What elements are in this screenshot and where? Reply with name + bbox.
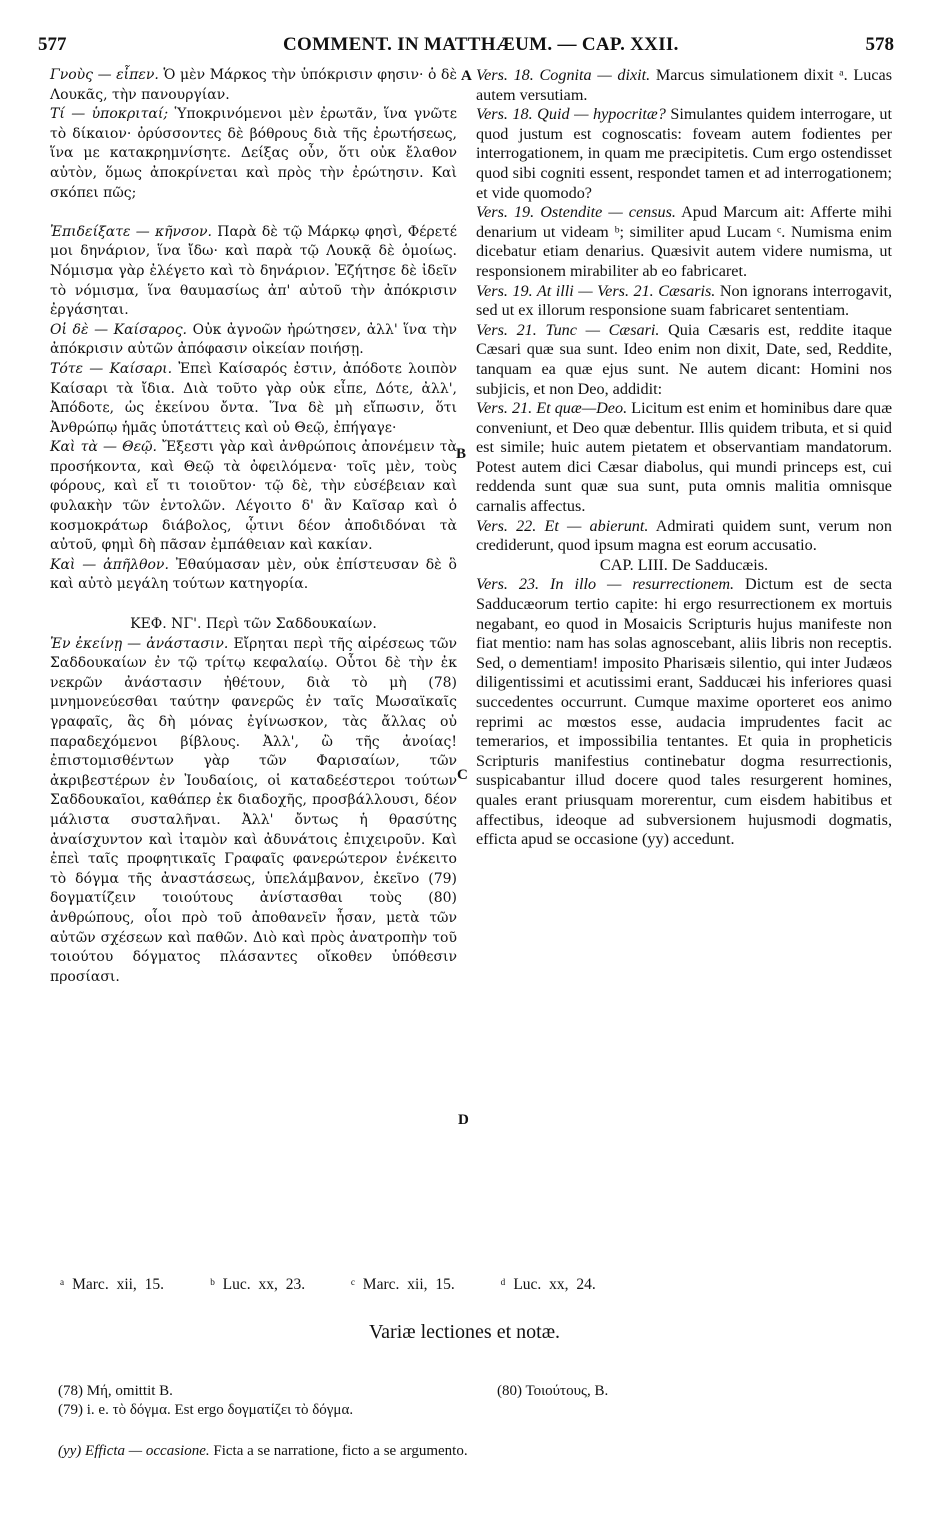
latin-text: Dictum est de secta Sadducæorum tertio capite: hi ergo resurrectionem ex mortuis negabant, eo quod in Mosaicis Scripturis hujus manifeste non fiat mentio: nam has solas agnoscebant, aliis libris non receptis. Sed, o dementiam! imposito Pharisæis silentio, qui inter Judæos diligentissimi et acutissimi erant, Sadducæi his inferiores quasi succedentes occurrunt. Cumque maxime oporteret eos animo reprimi ac mœstos esse, audacia imprudentes facit ac temerarios, et impossibilia tentantes. Et quia in propheticis Scripturis manifestius continebatur dogma resurrectionis, suspicabantur illud docere quod tales resurgerent homines, quales erant priusquam morerentur, cum eisdem habitibus et affectibus, ideoque ad subversionem hujusmodi dogmatis, efficta apud se occasione (yy) accedunt. — [476, 575, 893, 849]
greek-lemma: Ἐπιδείξατε — κῆνσον. — [50, 223, 212, 240]
greek-lemma: Καὶ τὰ — Θεῷ. — [50, 439, 157, 456]
latin-text: Admirati quidem sunt, verum non crediderunt, quod ipsum magna est eorum accusatio. — [476, 516, 892, 555]
section-marker-c: C — [457, 767, 468, 783]
latin-text: Non ignorans interrogavit, sed ut ex illorum responsione suam fabricaret sententiam. — [476, 281, 893, 320]
greek-text: Ὁ μὲν Μάρκος τὴν ὑπόκρισιν φησιν· ὁ δὲ Λουκᾶς, τὴν πανουργίαν. — [50, 67, 458, 103]
greek-chapter-heading: ΚΕΦ. ΝΓ'. Περὶ τῶν Σαδδουκαίων. — [130, 616, 377, 633]
latin-text: Apud Marcum ait: Afferte mihi denarium ut videam ᵇ; similiter apud Lucam ᶜ. Numisma enim dicebatur etiam denarius. Quæsivit autem videre numisma, ut responsionem mirabiliter ab eo fabricaret. — [476, 203, 892, 280]
greek-paragraph — [50, 556, 457, 595]
latin-paragraph — [476, 203, 892, 281]
running-header — [38, 34, 894, 62]
latin-text: Licitum est enim et hominibus dare quæ conveniunt, et Deo quæ debentur. Illis quidem tributa, et si quid est simile; huic autem pietatem et observantiam mandatorum. Potest autem dici Cæsar diabolus, qui mundi princeps est, cui reddenda sunt quæ sua sunt, puta omnis malitia omnisque carnalis affectus. — [476, 399, 893, 516]
greek-text: Ὑποκρινόμενοι μὲν ἐρωτᾶν, ἵνα γνῶτε τὸ δίκαιον· ὀρύσσοντες δὲ βόθρους διὰ τῆς ἐρωτήσεως, ἵνα με κατακρημνίσητε. Δείξας οὖν, ὅτι οὐκ ἔλαθον αὐτὸν, ὅμως ἀποκρίνεται καὶ πρὸς τὴν ἐρώτησιν. Καὶ σκόπει πῶς; — [50, 106, 457, 201]
latin-paragraph — [476, 105, 892, 203]
latin-lemma: Vers. 18. Quid — hypocritæ? — [476, 105, 666, 124]
note-78: (78) Μή, omittit B. — [58, 1383, 173, 1399]
latin-column — [476, 66, 892, 850]
greek-paragraph — [50, 105, 457, 203]
latin-paragraph — [476, 66, 892, 105]
latin-text: Simulantes quidem interrogare, ut quod justum est cognoscatis: foveam autem fodientes per interrogationem, in quam me præcipitetis. Cum ergo ostendisset quod sibi cogniti essent, respondet tamen et ad interrogationem; et vide quomodo? — [476, 105, 892, 202]
greek-text: Εἴρηται περὶ τῆς αἱρέσεως τῶν Σαδδουκαίων ἐν τῷ τρίτῳ κεφαλαίῳ. Οὗτοι δὲ τὴν ἐκ νεκρῶν ἀνάστασιν ἠθέτουν, διὰ τὸ μὴ (78) μνημονεύεσθαι ταύτην φανερῶς ἐν ταῖς Μωσαϊκαῖς γραφαῖς, ἃς δὴ μόνας ἐγίνωσκον, τὰς ἄλλας οὐ παραδεχόμενοι βίβλους. Ἀλλ', ὢ τῆς ἀνοίας! ἐπιστομισθέντων γὰρ τῶν Φαρισαίων, τῶν ἀκριβεστέρων ἐν Ἰουδαίοις, οἱ καταδεέστεροι τούτων Σαδδουκαῖοι, καθάπερ ἐκ διαδοχῆς, προσβάλλουσι, δέον μάλιστα συσταλῆναι. Ἀλλ' ὄντως ἡ θρασύτης ἀναίσχυντον καὶ ἰταμὸν καὶ ἀδυνάτοις ἐπιχειροῦν. Καὶ ἐπεὶ ταῖς προφητικαῖς Γραφαῖς φανερώτερον ἐνέκειτο τὸ δόγμα τῆς ἀναστάσεως, ὑπελάμβανον, ἐκεῖνο (79) δογματίζειν τοιούτους ἀνίστασθαι τοὺς (80) ἀνθρώπους, οἷοι πρὸ τοῦ ἀποθανεῖν ἦσαν, μετὰ τῶν αὐτῶν σχέσεων καὶ παθῶν. Διὸ καὶ πρὸς ἀνατροπὴν τοῦ τοιούτου δόγματος πλάσαντες οἴκοθεν ὑπόθεσιν προσίασι. — [50, 635, 457, 985]
greek-text: Ἔξεστι γὰρ καὶ ἀνθρώποις ἀπονέμειν τὰ προσήκοντα, καὶ Θεῷ τὰ ὀφειλόμενα· τοῖς μὲν, τοὺς φόρους, καὶ εἴ τι τοιοῦτον· τῷ δὲ, τὴν εὐσέβειαν καὶ φυλακὴν τῶν ἐντολῶν. Λέγοιτο δ' ἂν Καῖσαρ καὶ ὁ κοσμοκράτωρ διάβολος, ᾧτινι δέον ἀποδιδόναι τὰ αὐτοῦ, φημὶ δὴ πᾶσαν ἐμπάθειαν καὶ κακίαν. — [50, 439, 457, 554]
running-title: COMMENT. IN MATTHÆUM. — CAP. XXII. — [283, 34, 679, 55]
greek-paragraph — [50, 321, 457, 360]
latin-lemma: Vers. 21. Et quæ—Deo. — [476, 399, 628, 418]
note-yy-text: Ficta a se narratione, ficto a se argumento. — [209, 1443, 468, 1459]
note-80: (80) Τοιούτους, B. — [497, 1383, 609, 1399]
latin-lemma: Vers. 18. Cognita — dixit. — [476, 66, 651, 84]
latin-text: Quia Cæsaris est, reddite itaque Cæsari quæ sua sunt. Ideo enim non dixit, Date, sed, Reddite, tanquam ea quæ ejus sunt. Ne autem dicant: Homini nos subjicis, et non Deo, addidit: — [476, 320, 892, 398]
latin-lemma: Vers. 19. At illi — Vers. 21. Cæsaris. — [476, 281, 716, 300]
greek-lemma: Οἱ δὲ — Καίσαρος. — [50, 321, 188, 338]
greek-text: Παρὰ δὲ τῷ Μάρκῳ φησὶ, Φέρετέ μοι δηνάριον, ἵνα ἴδω· καὶ παρὰ τῷ Λουκᾷ δὲ ὁμοίως. Νόμισμα γὰρ ἐλέγετο καὶ τὸ δηνάριον. Ἐζήτησε δὲ ἰδεῖν τὸ νόμισμα, ἵνα θαυμασίως ἀπ' αὐτοῦ τὴν ἀπόκρισιν ἐργάσηται. — [50, 223, 457, 319]
latin-paragraph — [476, 282, 892, 321]
greek-lemma: Τί — ὑποκριταί; — [50, 106, 169, 123]
greek-lemma: Ἐν ἐκείνῃ — ἀνάστασιν. — [50, 635, 229, 652]
greek-lemma: Καὶ — ἀπῆλθον. — [50, 556, 169, 573]
latin-lemma: Vers. 23. In illo — resurrectionem. — [476, 575, 735, 594]
reference: ᵇ Luc. xx, 23. — [209, 1276, 306, 1293]
greek-paragraph — [50, 223, 457, 321]
latin-lemma: Vers. 22. Et — abierunt. — [476, 516, 649, 535]
latin-paragraph — [476, 517, 892, 556]
greek-lemma: Τότε — Καίσαρι. — [50, 360, 173, 377]
latin-lemma: Vers. 21. Tunc — Cæsari. — [476, 320, 660, 339]
reference: ᵃ Marc. xii, 15. — [60, 1276, 165, 1293]
greek-paragraph — [50, 66, 457, 105]
section-marker-a: A — [461, 68, 472, 84]
latin-paragraph — [476, 575, 892, 849]
greek-paragraph — [50, 438, 457, 556]
page-number-left: 577 — [38, 34, 67, 55]
greek-lemma: Γνοὺς — εἶπεν. — [50, 67, 159, 83]
greek-paragraph — [50, 360, 457, 438]
section-marker-d: D — [458, 1112, 469, 1128]
greek-text: Ἐπεὶ Καίσαρός ἐστιν, ἀπόδοτε λοιπὸν Καίσαρι τὰ ἴδια. Διὰ τοῦτο γὰρ οὐκ εἶπε, Δότε, ἀλλ', Ἀπόδοτε, ὡς ἐκείνου ὄντα. Ἵνα δὲ μὴ εἴπωσιν, ὅτι Ἀνθρώπῳ ἡμᾶς ὑποτάττεις καὶ οὐ Θεῷ, ἐπήγαγε· — [50, 360, 458, 436]
latin-paragraph — [476, 399, 892, 517]
section-marker-b: B — [456, 446, 467, 462]
note-yy — [58, 1443, 878, 1460]
page-number-right: 578 — [865, 34, 894, 55]
scripture-references — [60, 1276, 880, 1294]
greek-text: Ἐθαύμασαν μὲν, οὐκ ἐπίστευσαν δὲ ὃ καὶ αὐτὸ μεγάλη τούτων κατηγορία. — [50, 556, 457, 593]
greek-paragraph — [50, 635, 457, 988]
reference: ᶜ Marc. xii, 15. — [350, 1276, 455, 1293]
latin-lemma: Vers. 19. Ostendite — census. — [476, 203, 676, 222]
reference: ᵈ Luc. xx, 24. — [500, 1276, 596, 1293]
note-yy-lemma: (yy) Efficta — occasione. — [58, 1443, 210, 1459]
greek-text: Οὐκ ἀγνοῶν ἠρώτησεν, ἀλλ' ἵνα τὴν ἀπόκρισιν αὐτῶν ἀπόφασιν οἰκείαν ποιήσῃ. — [50, 321, 457, 358]
notes-title: Variæ lectiones et notæ. — [368, 1321, 561, 1343]
latin-chapter-heading: CAP. LIII. De Sadducæis. — [599, 555, 769, 574]
latin-paragraph — [476, 321, 892, 399]
latin-text: Marcus simulationem dixit ᵃ. Lucas autem versutiam. — [476, 66, 892, 104]
note-79: (79) i. e. τὸ δόγμα. Est ergo δογματίζει τὸ δόγμα. — [58, 1402, 354, 1418]
greek-column — [50, 66, 457, 987]
